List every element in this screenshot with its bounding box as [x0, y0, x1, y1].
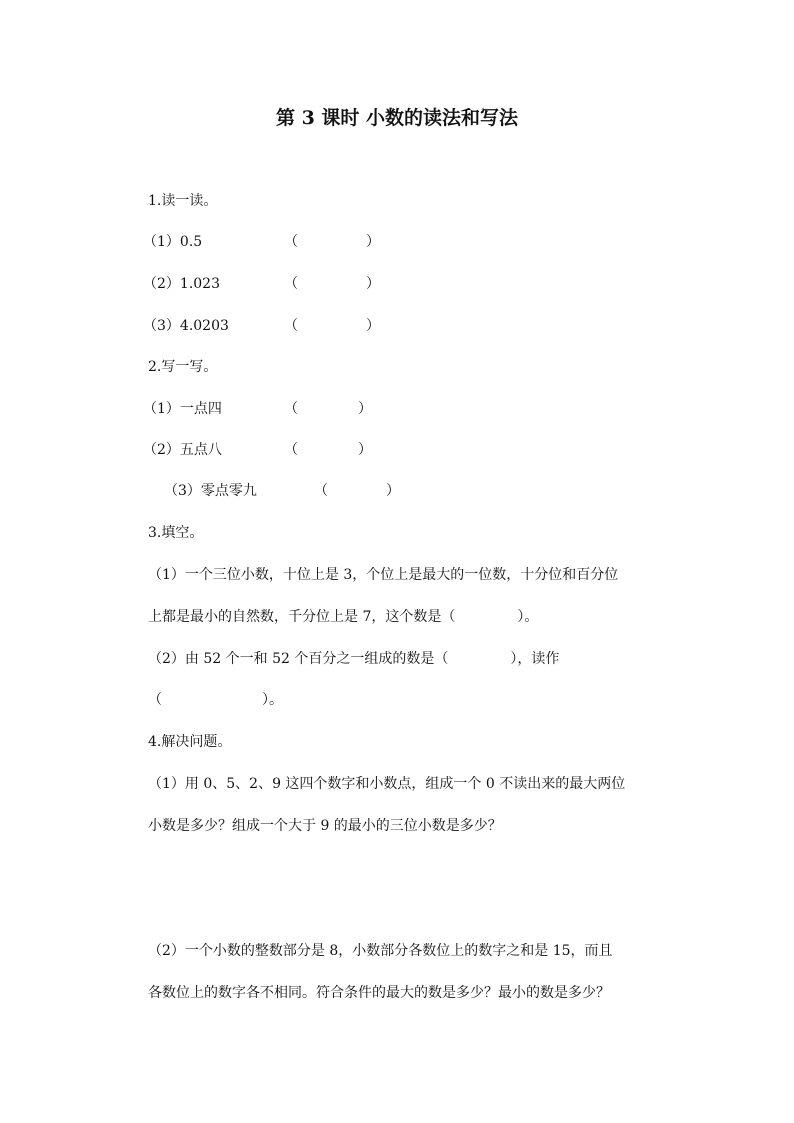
section3-heading: 3.填空。 — [148, 525, 204, 541]
section3-q2-line2 — [148, 691, 283, 709]
answer-blank-close: ） — [366, 234, 380, 250]
section3-q1-line1: （1）一个三位小数，十位上是 3，个位上是最大的一位数，十分位和百分位 — [148, 567, 619, 583]
answer-blank-open: （ — [284, 318, 298, 334]
page-title: 第 3 课时 小数的读法和写法 — [275, 107, 519, 129]
answer-blank-open: （ — [284, 401, 298, 417]
text-part: （ — [148, 692, 162, 708]
text-part: 上都是最小的自然数，千分位上是 7，这个数是（ — [148, 609, 456, 625]
section2-item-1 — [143, 400, 222, 418]
item-number: （1） — [143, 401, 180, 417]
text-part: ）。 — [517, 609, 539, 625]
section1-item-2 — [143, 275, 220, 293]
answer-blank-open: （ — [314, 483, 328, 499]
item-number: （1） — [143, 234, 180, 250]
answer-blank-close: ） — [366, 318, 380, 334]
answer-blank-open: （ — [284, 234, 298, 250]
item-number: （2） — [143, 442, 180, 458]
section3-q2-line1 — [148, 650, 559, 668]
item-text: 零点零九 — [200, 483, 257, 499]
answer-blank-close: ） — [358, 442, 372, 458]
section2-heading: 2.写一写。 — [148, 359, 218, 375]
section1-item-3 — [143, 317, 229, 335]
section3-q1-line2 — [148, 608, 538, 626]
text-part: ）。 — [262, 692, 283, 708]
section4-heading: 4.解决问题。 — [148, 734, 232, 750]
section4-q1-line1: （1）用 0、5、2、9 这四个数字和小数点，组成一个 0 不读出来的最大两位 — [148, 776, 626, 792]
section4-q1-line2: 小数是多少？组成一个大于 9 的最小的三位小数是多少？ — [148, 818, 502, 834]
section1-item-1 — [143, 233, 202, 251]
item-text: 1.023 — [179, 276, 221, 292]
answer-blank-open: （ — [284, 276, 298, 292]
answer-blank-close: ） — [386, 483, 400, 499]
item-text: 0.5 — [179, 234, 203, 250]
section4-q2-line1: （2）一个小数的整数部分是 8，小数部分各数位上的数字之和是 15，而且 — [148, 943, 613, 959]
item-number: （3） — [164, 483, 201, 499]
item-number: （2） — [143, 276, 180, 292]
section1-heading: 1.读一读。 — [148, 193, 218, 209]
text-part: ），读作 — [510, 651, 560, 667]
item-number: （3） — [143, 318, 180, 334]
item-text: 五点八 — [179, 442, 222, 458]
answer-blank-close: ） — [358, 401, 372, 417]
item-text: 4.0203 — [179, 318, 229, 334]
answer-blank-open: （ — [284, 442, 298, 458]
answer-blank-close: ） — [366, 276, 380, 292]
item-text: 一点四 — [179, 401, 222, 417]
text-part: （2）由 52 个一和 52 个百分之一组成的数是（ — [148, 651, 449, 667]
section2-item-3 — [164, 482, 257, 500]
section4-q2-line2: 各数位上的数字各不相同。符合条件的最大的数是多少？最小的数是多少？ — [148, 985, 610, 1001]
section2-item-2 — [143, 441, 222, 459]
